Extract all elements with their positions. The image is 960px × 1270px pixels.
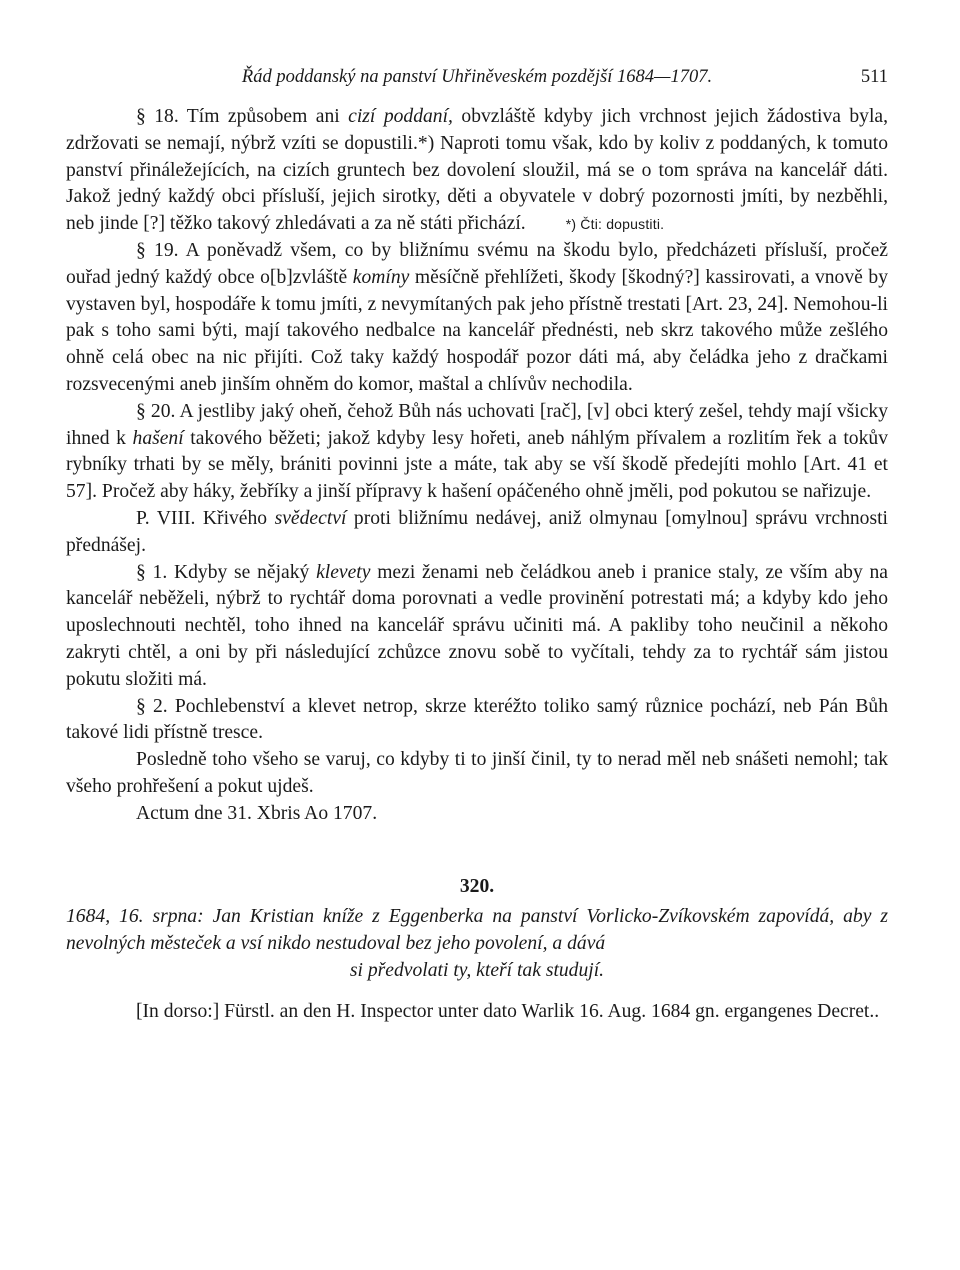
emphasis-svedectvi: svědectví (274, 507, 347, 529)
emphasis-klevety: klevety (316, 561, 371, 583)
emphasis-haseni: hašení (132, 427, 184, 449)
page-number: 511 (860, 67, 888, 87)
paragraph-2: § 2. Pochlebenství a klevet netrop, skrze kteréžto toliko samý různice pochází, neb Pán Bůh takové lidi přístně tresce. (66, 695, 888, 744)
paragraph-18: § 18. Tím způsobem ani cizí poddaní, obvzláště kdyby jich vrchnost jejich žádostiva byla, zdržovati se nemají, nýbrž vzíti se dopustili.*) Naproti tomu však, kdo by koliv z poddaných, k tomuto panství přináležejících, na cizích gruntech bez dovolení sloužil, má se o tom správa na kancelář dáti. Jakož jedný každý obci přísluší, jejich sirotky, děti a obyvatele v dobrý pozornosti jmíti, by nezběhli, neb jinde [?] těžko takový zhledávati a za ně státi přichází. *) Čti: dopustiti. (66, 106, 889, 235)
paragraph-20: § 20. A jestliby jaký oheň, čehož Bůh nás uchovati [rač], [v] obci který zešel, tehdy mají všicky ihned k hašení takového běžeti; jakož kdyby lesy hořeti, aneb náhlým přívalem a rozlitím řek a tokův rybníky trhati by se měly, brániti povinni jste a máte, tak aby se vší škodě předejíti mohlo [Art. 41 et 57]. Pročež aby háky, žebříky a jinší přípravy k hašení opáčeného ohně jměli, pod pokutou se nařizuje. (66, 400, 888, 503)
footnote: *) Čti: dopustiti. (565, 216, 665, 233)
paragraph-viii: P. VIII. Křivého svědectví proti bližnímu nedávej, aniž olmynau [omylnou] správu vrchnosti přednášej. (66, 507, 888, 556)
closing-paragraph: Posledně toho všeho se varuj, co kdyby ti to jinší činil, ty to nerad měl neb snášeti nemohl; tak všeho prohřešení a pokut ujdeš. (66, 749, 888, 797)
paragraph-1: § 1. Kdyby se nějaký klevety mezi ženami neb čeládkou aneb i pranice staly, ze vším aby na kancelář neběželi, nýbrž to rychtář doma porovnati a vedle provinění potrestati má; a kdyby kdo jeho uposlechnouti nechtěl, toho ihned na kancelář správu učiniti má. A pakliby toho neučinil a někoho zakryti chtěl, a oni by při následující zchůzce znovu sobě to vyčítali, tehdy za to rychtář sám jistou pokutu složiti má. (66, 561, 888, 690)
running-title: Řád poddanský na panství Uhřiněveském pozdější 1684—1707. (241, 67, 713, 87)
running-header (66, 64, 888, 94)
regest-last-line: si předvolati ty, kteří tak studují. (349, 959, 605, 981)
actum-line: Actum dne 31. Xbris Ao 1707. (136, 802, 378, 824)
document-regest (66, 904, 888, 984)
emphasis-cizi-poddani: cizí poddaní, (348, 106, 453, 127)
regest-text: 1684, 16. srpna: Jan Kristian kníže z Eggenberka na panství Vorlicko-Zvíkovském zapovídá, aby z nevolných městeček a vsí nikdo nestudoval bez jeho povolení, a dává (66, 906, 888, 955)
document-number: 320. (459, 875, 495, 897)
dorso-note: [In dorso:] Fürstl. an den H. Inspector unter dato Warlik 16. Aug. 1684 gn. ergangenes Decret.. (136, 1000, 880, 1022)
paragraph-19: § 19. A poněvadž všem, co by bližnímu svému na škodu bylo, předcházeti přísluší, pročež ouřad jedný každý obce o[b]zvláště komíny měsíčně přehlížeti, škody [škodný?] kassirovati, a vnově by vystaven byl, hospodáře k tomu jmíti, z nevymítaných pak jeho přístně trestati [Art. 23, 24]. Nemohou-li pak s toho sami býti, mají takového nedbalce na kancelář přednésti, neb skrz takového může zešlého ohně celá obec na nic přijíti. Což taky každý hospodář pozor dáti má, aby čeládka jeho z dračkami rozsvecenými aneb jinším ohněm do komor, maštal a chlívův nechodila. (66, 239, 889, 395)
emphasis-kominy: komíny (352, 266, 410, 288)
